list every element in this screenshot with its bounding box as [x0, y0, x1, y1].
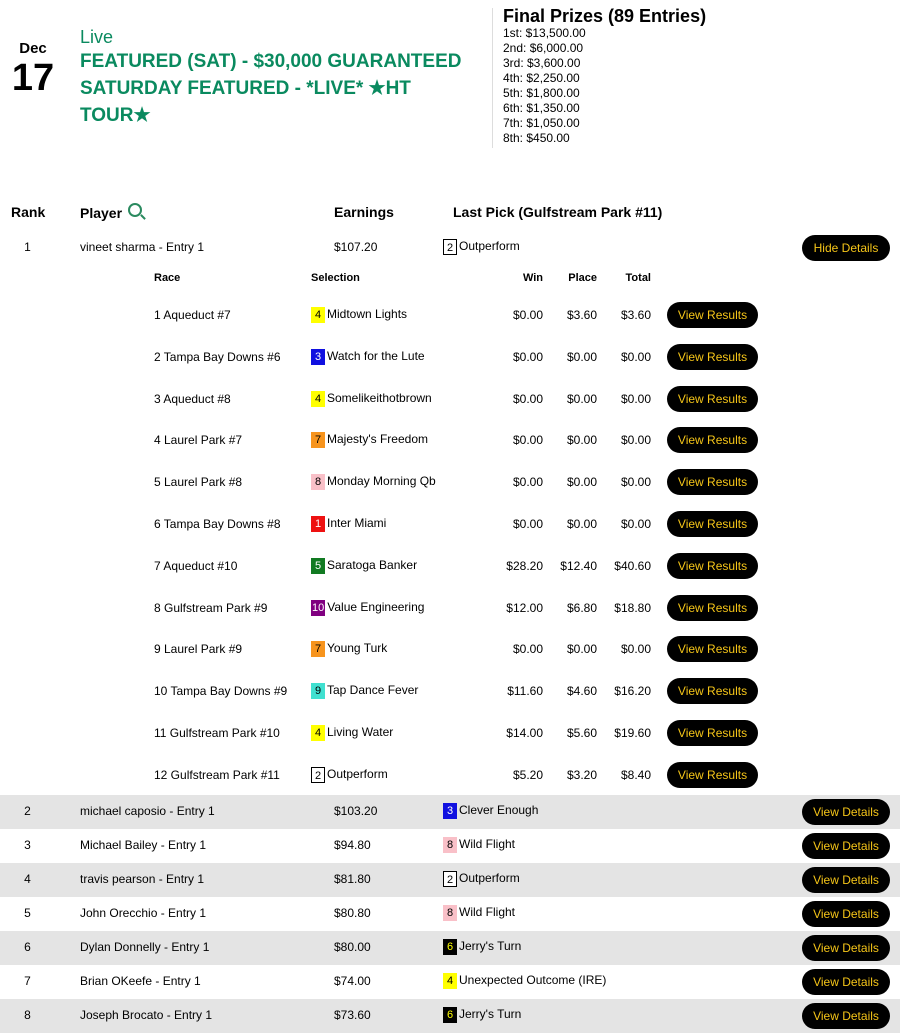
view-results-button[interactable]: View Results — [667, 427, 758, 453]
view-results-button[interactable]: View Results — [667, 553, 758, 579]
player-cell: Joseph Brocato - Entry 1 — [80, 1008, 213, 1022]
place-cell: $5.60 — [566, 726, 597, 740]
race-detail-row — [0, 754, 900, 796]
last-pick-name: Outperform — [459, 871, 520, 886]
rank-cell: 4 — [24, 872, 31, 886]
last-pick-cell — [443, 803, 538, 819]
player-cell: Brian OKeefe - Entry 1 — [80, 974, 201, 988]
contest-date — [8, 40, 58, 98]
prize-row: 4th: $2,250.00 — [503, 71, 580, 85]
race-detail-row — [0, 503, 900, 545]
player-cell: travis pearson - Entry 1 — [80, 872, 205, 886]
race-name-cell: 11 Gulfstream Park #10 — [154, 726, 280, 740]
selection-cell — [311, 391, 432, 407]
last-pick-name: Unexpected Outcome (IRE) — [459, 973, 607, 988]
place-cell: $0.00 — [566, 475, 597, 490]
total-cell: $0.00 — [620, 349, 651, 364]
rank-cell: 3 — [24, 838, 31, 852]
view-results-button[interactable]: View Results — [667, 302, 758, 328]
race-detail-row — [0, 670, 900, 712]
last-pick-name: Wild Flight — [459, 905, 516, 920]
last-pick-cell — [443, 239, 520, 255]
detail-header-win: Win — [522, 272, 543, 284]
race-name-cell: 7 Aqueduct #10 — [154, 558, 238, 573]
saddlecloth-badge: 4 — [443, 973, 457, 989]
rank-cell: 1 — [24, 240, 31, 254]
win-cell: $28.20 — [506, 558, 543, 573]
last-pick-name: Jerry's Turn — [459, 1007, 522, 1022]
prize-row: 6th: $1,350.00 — [503, 101, 580, 115]
win-cell: $0.00 — [512, 391, 543, 406]
race-detail-row — [0, 587, 900, 629]
view-details-button[interactable]: View Details — [802, 969, 890, 995]
rank-cell: 7 — [24, 974, 31, 988]
win-cell: $0.00 — [512, 517, 543, 531]
total-cell: $0.00 — [620, 391, 651, 406]
last-pick-name: Clever Enough — [459, 803, 539, 818]
last-pick-cell — [443, 973, 606, 989]
last-pick-cell — [443, 837, 515, 853]
race-name-cell: 10 Tampa Bay Downs #9 — [154, 684, 288, 699]
prize-row: 5th: $1,800.00 — [503, 86, 580, 100]
view-results-button[interactable]: View Results — [667, 511, 758, 537]
saddlecloth-badge: 2 — [443, 239, 457, 255]
player-cell: Michael Bailey - Entry 1 — [80, 838, 207, 852]
view-details-button[interactable]: View Details — [802, 935, 890, 961]
total-cell: $0.00 — [620, 433, 651, 448]
win-cell: $0.00 — [512, 475, 543, 490]
selection-name: Watch for the Lute — [327, 348, 425, 363]
win-cell: $12.00 — [506, 600, 543, 615]
place-cell: $0.00 — [566, 391, 597, 406]
player-cell: michael caposio - Entry 1 — [80, 804, 215, 818]
last-pick-name: Jerry's Turn — [459, 939, 522, 954]
view-details-button[interactable]: View Details — [802, 867, 890, 893]
selection-cell — [311, 307, 407, 323]
table-row — [0, 965, 900, 999]
total-cell: $0.00 — [620, 642, 651, 657]
place-cell: $0.00 — [566, 517, 597, 531]
rank-cell: 8 — [24, 1008, 31, 1022]
prizes-panel — [503, 6, 706, 146]
total-cell: $40.60 — [614, 558, 651, 573]
contest-name: FEATURED (SAT) - $30,000 GUARANTEED SATURDAY FEATURED - *LIVE* ★HT TOUR★ — [80, 51, 462, 126]
place-cell: $0.00 — [566, 642, 597, 657]
saddlecloth-badge: 9 — [311, 683, 325, 699]
player-cell: John Orecchio - Entry 1 — [80, 906, 207, 920]
rank-cell: 5 — [24, 906, 31, 920]
race-name-cell: 6 Tampa Bay Downs #8 — [154, 517, 281, 531]
saddlecloth-badge: 8 — [311, 474, 325, 490]
win-cell: $0.00 — [512, 642, 543, 657]
view-results-button[interactable]: View Results — [667, 636, 758, 662]
contest-header — [0, 0, 900, 160]
earnings-cell: $73.60 — [334, 1008, 371, 1022]
saddlecloth-badge: 5 — [311, 558, 325, 574]
view-results-button[interactable]: View Results — [667, 386, 758, 412]
selection-name: Monday Morning Qb — [327, 474, 436, 489]
total-cell: $8.40 — [620, 767, 651, 782]
race-name-cell: 8 Gulfstream Park #9 — [154, 600, 268, 615]
selection-cell — [311, 474, 436, 490]
selection-name: Tap Dance Fever — [327, 683, 419, 698]
prize-row: 7th: $1,050.00 — [503, 116, 580, 130]
race-name-cell: 5 Laurel Park #8 — [154, 475, 243, 490]
selection-name: Young Turk — [327, 641, 388, 656]
view-details-button[interactable]: View Details — [802, 901, 890, 927]
saddlecloth-badge: 1 — [311, 516, 325, 532]
saddlecloth-badge: 2 — [443, 871, 457, 887]
saddlecloth-badge: 4 — [311, 307, 325, 323]
last-pick-name: Outperform — [459, 239, 520, 254]
selection-cell — [311, 600, 424, 616]
col-header-player — [80, 204, 142, 221]
earnings-cell: $80.00 — [334, 940, 371, 954]
win-cell: $0.00 — [512, 433, 543, 448]
saddlecloth-badge: 3 — [443, 803, 457, 819]
race-detail-row — [0, 712, 900, 754]
saddlecloth-badge: 4 — [311, 391, 325, 407]
selection-name: Somelikeithotbrown — [327, 390, 432, 405]
win-cell: $5.20 — [512, 767, 543, 782]
view-results-button[interactable]: View Results — [667, 344, 758, 370]
total-cell: $19.60 — [614, 726, 651, 740]
selection-cell — [311, 516, 386, 532]
saddlecloth-badge: 10 — [312, 601, 325, 614]
place-cell: $0.00 — [566, 433, 597, 448]
selection-cell — [311, 683, 418, 699]
table-row — [0, 795, 900, 829]
selection-name: Outperform — [327, 766, 388, 781]
total-cell: $3.60 — [620, 308, 651, 322]
race-detail-row — [0, 461, 900, 503]
saddlecloth-badge: 7 — [311, 641, 325, 657]
detail-header-race: Race — [154, 272, 181, 284]
selection-name: Inter Miami — [327, 516, 387, 531]
last-pick-cell — [443, 1007, 521, 1023]
total-cell: $0.00 — [620, 475, 651, 490]
earnings-cell: $103.20 — [334, 804, 378, 818]
race-detail-row — [0, 628, 900, 670]
date-month: Dec — [19, 40, 47, 57]
search-icon[interactable] — [128, 203, 142, 217]
earnings-cell: $80.80 — [334, 906, 371, 920]
selection-cell — [311, 725, 393, 741]
saddlecloth-badge: 8 — [443, 837, 457, 853]
table-row — [0, 999, 900, 1033]
view-details-button[interactable]: View Details — [802, 799, 890, 825]
place-cell: $3.20 — [566, 767, 597, 782]
place-cell: $0.00 — [566, 349, 597, 364]
table-row — [0, 897, 900, 931]
view-details-button[interactable]: View Details — [802, 1003, 890, 1029]
prize-row: 2nd: $6,000.00 — [503, 41, 584, 55]
last-pick-cell — [443, 871, 520, 887]
player-cell: vineet sharma - Entry 1 — [80, 240, 205, 254]
place-cell: $4.60 — [566, 684, 597, 699]
view-results-button[interactable]: View Results — [667, 469, 758, 495]
view-results-button[interactable]: View Results — [667, 678, 758, 704]
win-cell: $0.00 — [512, 349, 543, 364]
date-day: 17 — [11, 57, 55, 99]
earnings-cell: $74.00 — [334, 974, 371, 988]
earnings-cell: $81.80 — [334, 872, 371, 886]
table-row — [0, 829, 900, 863]
saddlecloth-badge: 4 — [311, 725, 325, 741]
race-detail-row — [0, 378, 900, 420]
saddlecloth-badge: 7 — [311, 432, 325, 448]
col-header-player-label: Player — [80, 205, 123, 221]
view-results-button[interactable]: View Results — [667, 720, 758, 746]
total-cell: $16.20 — [614, 684, 651, 699]
last-pick-cell — [443, 939, 521, 955]
player-cell: Dylan Donnelly - Entry 1 — [80, 940, 210, 954]
win-cell: $11.60 — [507, 684, 543, 699]
last-pick-cell — [443, 905, 515, 921]
selection-name: Living Water — [327, 725, 394, 740]
divider — [492, 8, 493, 148]
rank-cell: 6 — [24, 940, 31, 954]
view-details-button[interactable]: View Details — [802, 833, 890, 859]
selection-cell — [311, 767, 388, 783]
saddlecloth-badge: 3 — [311, 349, 325, 365]
last-pick-name: Wild Flight — [459, 837, 516, 852]
race-detail-row — [0, 419, 900, 461]
col-header-last-pick: Last Pick (Gulfstream Park #11) — [453, 204, 663, 220]
race-detail-row — [0, 545, 900, 587]
prize-row: 1st: $13,500.00 — [503, 26, 586, 40]
place-cell: $3.60 — [566, 308, 597, 322]
earnings-cell: $94.80 — [334, 838, 371, 852]
saddlecloth-badge: 6 — [443, 939, 457, 955]
col-header-earnings: Earnings — [334, 204, 394, 220]
selection-name: Majesty's Freedom — [327, 432, 428, 447]
race-name-cell: 1 Aqueduct #7 — [154, 308, 231, 322]
detail-header-selection: Selection — [311, 272, 360, 284]
view-results-button[interactable]: View Results — [667, 762, 758, 788]
saddlecloth-badge: 8 — [443, 905, 457, 921]
prize-row: 8th: $450.00 — [503, 131, 570, 145]
contest-title-block — [80, 26, 480, 129]
rank-cell: 2 — [24, 804, 31, 818]
race-detail-row — [0, 336, 900, 378]
place-cell: $6.80 — [566, 600, 597, 615]
place-cell: $12.40 — [560, 558, 597, 573]
race-name-cell: 9 Laurel Park #9 — [154, 642, 243, 657]
win-cell: $0.00 — [512, 308, 543, 322]
hide-details-button[interactable]: Hide Details — [802, 235, 890, 261]
prize-row: 3rd: $3,600.00 — [503, 56, 581, 70]
win-cell: $14.00 — [506, 726, 543, 740]
detail-header-place: Place — [568, 272, 597, 284]
table-row-expanded — [0, 231, 900, 265]
detail-header-total: Total — [625, 272, 651, 284]
earnings-cell: $107.20 — [334, 240, 378, 254]
race-detail-row — [0, 294, 900, 336]
col-header-rank: Rank — [11, 204, 46, 220]
race-name-cell: 2 Tampa Bay Downs #6 — [154, 349, 281, 364]
saddlecloth-badge: 6 — [443, 1007, 457, 1023]
contest-status: Live — [80, 27, 114, 47]
view-results-button[interactable]: View Results — [667, 595, 758, 621]
total-cell: $18.80 — [614, 600, 651, 615]
saddlecloth-badge: 2 — [311, 767, 325, 783]
selection-name: Saratoga Banker — [327, 557, 418, 572]
selection-cell — [311, 558, 417, 574]
race-name-cell: 12 Gulfstream Park #11 — [154, 767, 280, 782]
selection-name: Midtown Lights — [327, 307, 408, 322]
race-name-cell: 3 Aqueduct #8 — [154, 391, 231, 406]
table-row — [0, 863, 900, 897]
prizes-title: Final Prizes (89 Entries) — [503, 6, 707, 26]
table-row — [0, 931, 900, 965]
race-name-cell: 4 Laurel Park #7 — [154, 433, 243, 448]
total-cell: $0.00 — [620, 517, 651, 531]
selection-cell — [311, 349, 425, 365]
selection-name: Value Engineering — [327, 599, 425, 614]
selection-cell — [311, 432, 428, 448]
selection-cell — [311, 641, 387, 657]
